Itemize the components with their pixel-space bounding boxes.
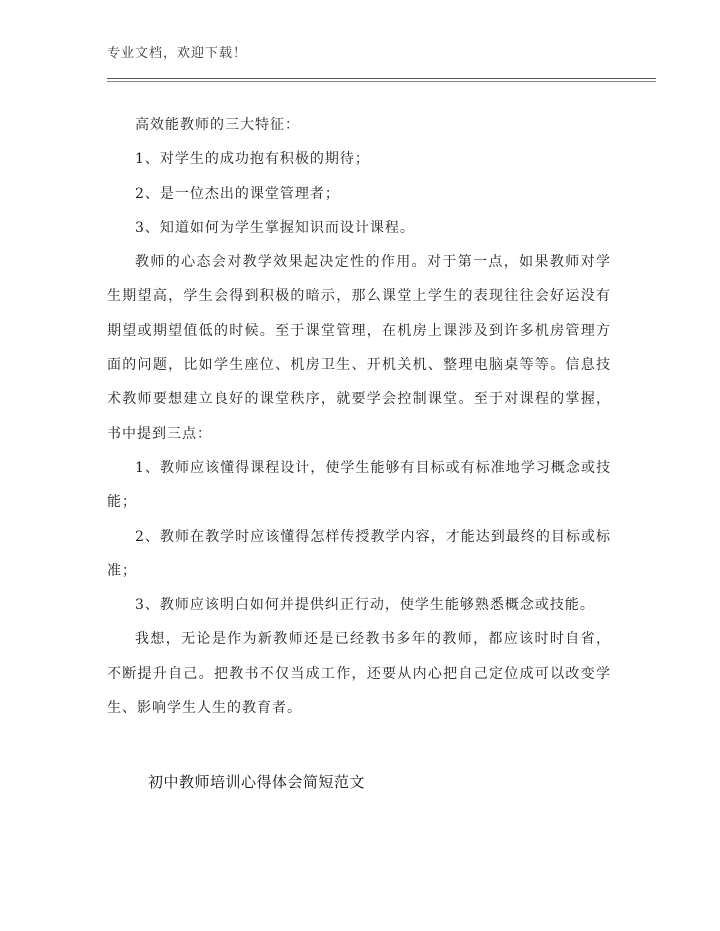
paragraph-course-2: 2、教师在教学时应该懂得怎样传授教学内容，才能达到最终的目标或标准； (107, 528, 611, 579)
header-divider (107, 78, 656, 79)
paragraph-intro: 高效能教师的三大特征： (135, 117, 300, 133)
paragraph-trait-3: 3、知道如何为学生掌握知识而设计课程。 (135, 219, 415, 236)
paragraph-course-1: 1、教师应该懂得课程设计，使学生能够有目标或有标准地学习概念或技能； (107, 459, 611, 511)
document-body (107, 108, 611, 725)
paragraph-trait-1: 1、对学生的成功抱有积极的期待； (135, 151, 370, 168)
header-divider-secondary (107, 81, 656, 82)
paragraph-mindset: 教师的心态会对教学效果起决定性的作用。对于第一点，如果教师对学生期望高，学生会得到积极的暗示，那么课堂上学生的表现往往会好运没有期望或期望值低的时候。至于课堂管理，在机房上课涉及到许多机房管理方面的问题，比如学生座位、机房卫生、开机关机、整理电脑桌等等。信息技术教师要想建立良好的课堂秩序，就要学会控制课堂。至于对课程的掌握，书中提到三点： (107, 254, 611, 442)
paragraph-conclusion: 我想，无论是作为新教师还是已经教书多年的教师，都应该时时自省，不断提升自己。把教书不仅当成工作，还要从内心把自己定位成可以改变学生、影响学生人生的教育者。 (107, 631, 611, 717)
page-header-text: 专业文档，欢迎下载！ (107, 46, 248, 61)
paragraph-course-3: 3、教师应该明白如何并提供纠正行动，使学生能够熟悉概念或技能。 (135, 597, 595, 614)
paragraph-trait-2: 2、是一位杰出的课堂管理者； (135, 185, 340, 202)
section-heading: 初中教师培训心得体会简短范文 (148, 773, 366, 791)
